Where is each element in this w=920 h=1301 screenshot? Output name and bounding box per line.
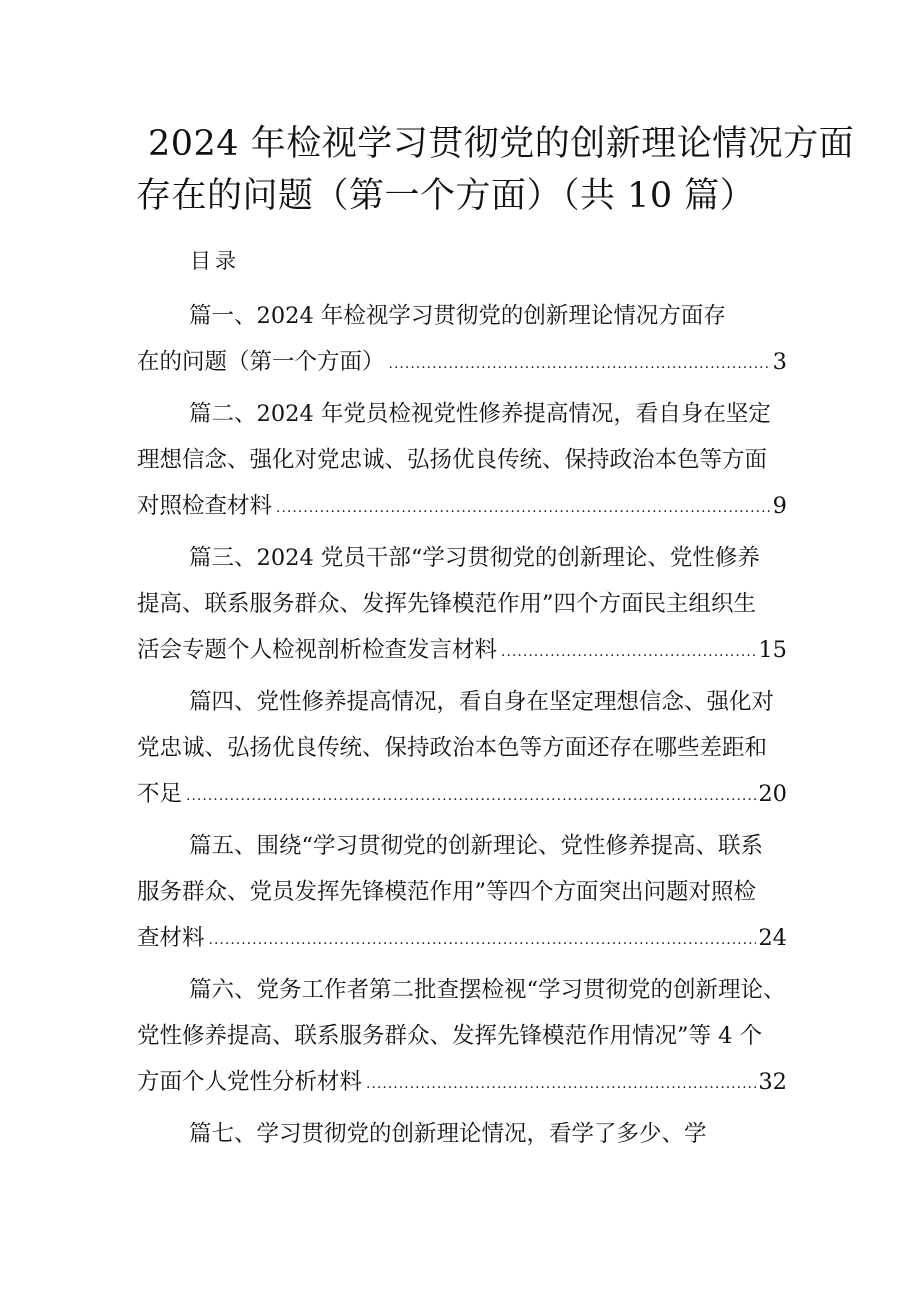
toc-heading: 目录: [190, 249, 240, 273]
toc-entry[interactable]: [137, 967, 787, 1105]
toc-entry-last-line: [137, 1059, 787, 1105]
toc-entry[interactable]: [137, 535, 787, 673]
toc-page-number: 9: [772, 493, 787, 519]
document-title: [136, 118, 855, 222]
toc-dot-leader: [186, 773, 756, 817]
toc-entry-line: 活会专题个人检视剖析检查发言材料: [137, 637, 498, 663]
toc-entry-line: 篇一、2024 年检视学习贯彻党的创新理论情况方面存: [189, 303, 726, 329]
toc-page-number: 32: [758, 1069, 787, 1095]
toc-entry-line: 对照检查材料: [137, 493, 273, 519]
toc-entry-line: 篇五、围绕“学习贯彻党的创新理论、党性修养提高、联系: [189, 833, 764, 859]
toc-page-number: 3: [772, 349, 787, 375]
toc-dot-leader: [501, 629, 756, 673]
toc-entry-line: 提高、联系服务群众、发挥先锋模范作用”四个方面民主组织生: [137, 591, 757, 617]
toc-entry-line: 篇七、学习贯彻党的创新理论情况，看学了多少、学: [189, 1121, 707, 1147]
toc-entry-line: 不足: [137, 781, 183, 807]
toc-entry-line: 方面个人党性分析材料: [137, 1069, 363, 1095]
toc-entry-line: 党忠诚、弘扬优良传统、保持政治本色等方面还存在哪些差距和: [137, 735, 768, 761]
table-of-contents: [137, 293, 787, 1163]
toc-entry-line: 理想信念、强化对党忠诚、弘扬优良传统、保持政治本色等方面: [137, 447, 768, 473]
document-title-line: 存在的问题（第一个方面）（共 10 篇）: [136, 176, 756, 216]
toc-entry-last-line: [137, 915, 787, 961]
toc-entry-last-line: [137, 627, 787, 673]
toc-entry[interactable]: [137, 823, 787, 961]
toc-entry-line: 篇二、2024 年党员检视党性修养提高情况，看自身在坚定: [189, 401, 771, 427]
toc-page-number: 20: [758, 781, 787, 807]
toc-entry-line: 篇三、2024 党员干部“学习贯彻党的创新理论、党性修养: [189, 545, 760, 571]
toc-entry-last-line: [137, 771, 787, 817]
toc-entry[interactable]: [137, 1111, 787, 1157]
toc-entry-line: 在的问题（第一个方面）: [137, 349, 385, 375]
toc-dot-leader: [389, 341, 771, 385]
toc-entry-line: 查材料: [137, 925, 205, 951]
toc-dot-leader: [209, 917, 757, 961]
toc-entry[interactable]: [137, 679, 787, 817]
toc-page-number: 15: [758, 637, 787, 663]
toc-entry-last-line: [137, 483, 787, 529]
toc-entry[interactable]: [137, 391, 787, 529]
toc-entry-last-line: [137, 339, 787, 385]
toc-entry-line: 党性修养提高、联系服务群众、发挥先锋模范作用情况”等 4 个: [137, 1023, 763, 1049]
toc-entry-line: 服务群众、党员发挥先锋模范作用”等四个方面突出问题对照检: [137, 879, 757, 905]
toc-entry-line: 篇六、党务工作者第二批查摆检视“学习贯彻党的创新理论、: [189, 977, 786, 1003]
toc-entry-line: 篇四、党性修养提高情况，看自身在坚定理想信念、强化对: [189, 689, 775, 715]
toc-dot-leader: [276, 485, 771, 529]
toc-entry[interactable]: [137, 293, 787, 385]
toc-dot-leader: [366, 1061, 756, 1105]
toc-page-number: 24: [758, 925, 787, 951]
document-title-line: 2024 年检视学习贯彻党的创新理论情况方面: [148, 124, 855, 164]
